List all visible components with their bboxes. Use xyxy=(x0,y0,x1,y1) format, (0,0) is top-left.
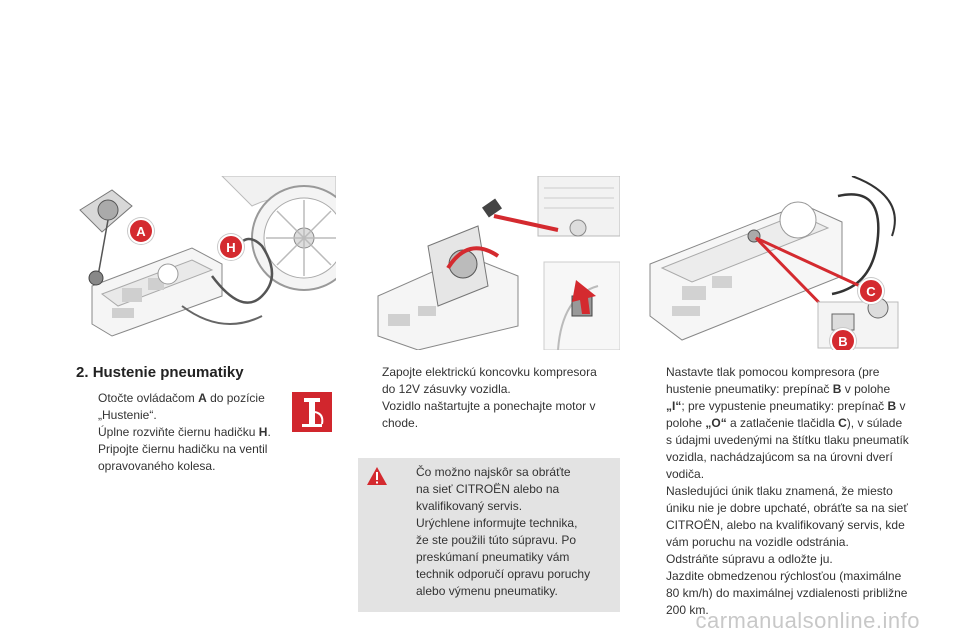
c3-l3c: B xyxy=(887,399,897,413)
warning-line: Čo možno najskôr sa obráťte xyxy=(416,465,571,479)
c3b2-text: Odstráňte súpravu a odložte ju. xyxy=(666,552,833,566)
c3-line xyxy=(666,415,916,432)
watermark: carmanualsonline.info xyxy=(695,608,920,633)
c3-l4b: „O“ xyxy=(705,416,727,430)
c3-l4c: a zatlačenie tlačidla xyxy=(726,416,839,430)
c2b2-text: Vozidlo naštartujte a ponechajte motor v chode. xyxy=(382,399,596,430)
column1-bullet-3 xyxy=(78,441,278,475)
illustration-12v-socket xyxy=(358,176,620,350)
c3-line: Nasledujúci únik tlaku znamená, že miesto xyxy=(666,484,893,498)
c3-l3d: v xyxy=(896,399,906,413)
warning-line: preskúmaní pneumatiky vám xyxy=(416,550,570,564)
column1-bullet-2 xyxy=(78,424,278,441)
warning-line: kvalifikovaný servis. xyxy=(416,499,523,513)
controls-drawing xyxy=(642,176,906,350)
callout-a: A xyxy=(128,218,154,244)
c1b1-part2: do pozície „Hustenie“. xyxy=(98,391,265,422)
section-number: 2. xyxy=(76,364,89,381)
section-title: Hustenie pneumatiky xyxy=(92,364,244,381)
c1b2-part1: Úplne rozviňte čiernu hadičku xyxy=(98,425,259,439)
warning-line: na sieť CITROËN alebo na xyxy=(416,482,560,496)
c3-l4e: ), v súlade xyxy=(846,416,903,430)
compressor-wheel-drawing xyxy=(72,176,336,350)
c1b2-bold: H xyxy=(258,425,268,439)
c3-l2a: hustenie pneumatiky: prepínač xyxy=(666,382,833,396)
c3-l3a: „I“ xyxy=(666,399,682,413)
c1b3-text: Pripojte čiernu hadičku na ventil opravovaného kolesa. xyxy=(98,442,268,473)
c3-line: vám poruchu na vozidle odstránia. xyxy=(666,535,849,549)
illustration-compressor-controls xyxy=(642,176,906,350)
warning-line: že ste použili túto súpravu. Po xyxy=(416,533,577,547)
c3-l3b: ; pre vypustenie pneumatiky: prepínač xyxy=(681,399,888,413)
column1-bullet-1 xyxy=(78,390,278,424)
c3-line xyxy=(666,381,916,398)
c3-line xyxy=(666,398,916,415)
c1b1-bold: A xyxy=(198,391,207,405)
callout-c: C xyxy=(858,278,884,304)
c2b1-text: Zapojte elektrickú koncovku kompresora do 12V zásuvky vozidla. xyxy=(382,365,597,396)
c3b3-line: 80 km/h) do maximálnej vzdialenosti približne xyxy=(666,586,908,600)
c3-line: CITROËN, alebo na kvalifikovaný servis, kde xyxy=(666,518,905,532)
c3-line: Nastavte tlak pomocou kompresora (pre xyxy=(666,365,880,379)
c3-l4d: C xyxy=(838,416,847,430)
warning-line: alebo výmenu pneumatiky. xyxy=(416,584,558,598)
section-heading xyxy=(76,364,244,381)
c3b3-line: Jazdite obmedzenou rýchlosťou (maximálne xyxy=(666,569,902,583)
column1-bullet-list xyxy=(78,390,278,475)
c3-line: vozidla, nachádzajúcom sa na úrovni dverí xyxy=(666,450,893,464)
c3-line: vodiča. xyxy=(666,467,705,481)
c1b1-part1: Otočte ovládačom xyxy=(98,391,199,405)
column3-bullet-1 xyxy=(646,364,916,551)
illustration-compressor-wheel xyxy=(72,176,336,350)
socket-drawing xyxy=(358,176,620,350)
column3-bullet-2 xyxy=(646,551,916,568)
warning-line: technik odporučí opravu poruchy xyxy=(416,567,591,581)
warning-icon xyxy=(366,466,388,486)
c3-line: úniku nie je dobre upchaté, obráťte sa na sieť xyxy=(666,501,908,515)
c1b2-part2: . xyxy=(267,425,271,439)
c3-l2b: B xyxy=(832,382,842,396)
pump-pictogram-icon xyxy=(292,392,332,432)
column2-bullet-2 xyxy=(362,398,612,432)
warning-bullet-list xyxy=(396,464,616,600)
callout-b: B xyxy=(830,328,856,350)
column2-bullet-list xyxy=(362,364,612,432)
column3-bullet-list xyxy=(646,364,916,619)
column2-bullet-1 xyxy=(362,364,612,398)
c3-l4a: polohe xyxy=(666,416,706,430)
c3b3-line: 200 km. xyxy=(666,603,709,617)
warning-box xyxy=(358,458,620,612)
warning-line: Urýchlene informujte technika, xyxy=(416,516,578,530)
c3-l2c: v polohe xyxy=(841,382,891,396)
warning-bullet xyxy=(396,464,616,600)
c3-line: s údajmi uvedenými na štítku tlaku pneumatík xyxy=(666,433,909,447)
callout-h: H xyxy=(218,234,244,260)
